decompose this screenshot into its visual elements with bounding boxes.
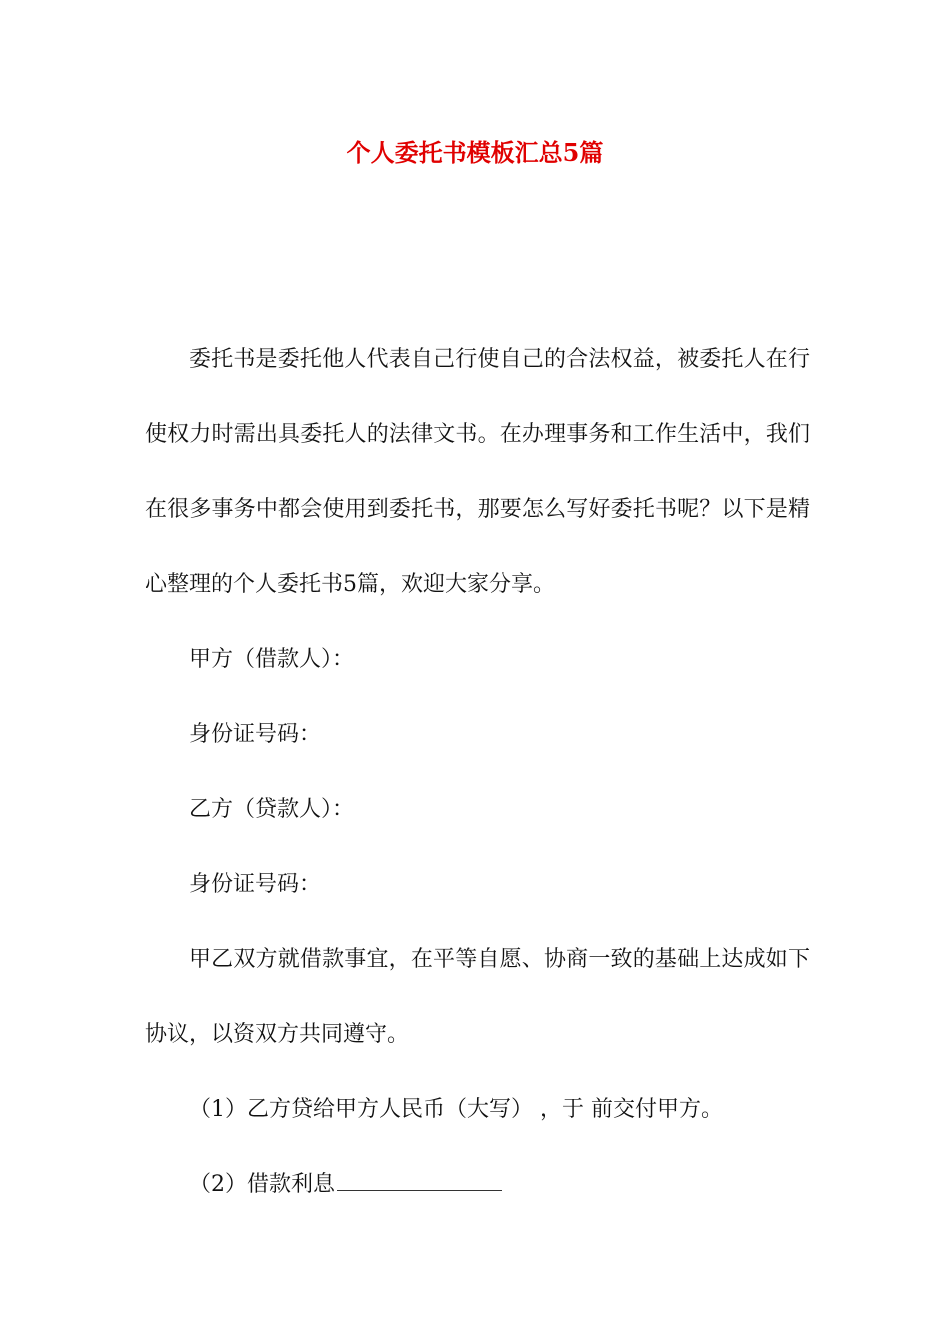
party-b-id-label: 身份证号码： <box>189 872 322 897</box>
clause-2-text: （2）借款利息 <box>189 1172 335 1197</box>
party-a-id-label: 身份证号码： <box>189 722 322 747</box>
clause-1: （1）乙方贷给甲方人民币（大写） ，于 前交付甲方。 <box>189 1097 723 1122</box>
clause-2 <box>145 1147 810 1222</box>
fill-in-blank <box>337 1168 502 1191</box>
party-a-label: 甲方（借款人）： <box>189 647 355 672</box>
document-title: 个人委托书模板汇总5篇 <box>346 138 604 167</box>
party-b-label: 乙方（贷款人）： <box>189 797 355 822</box>
intro-paragraph: 委托书是委托他人代表自己行使自己的合法权益，被委托人在行使权力时需出具委托人的法律文书。在办理事务和工作生活中，我们在很多事务中都会使用到委托书，那要怎么写好委托书呢？以下是精心整理的个人委托书5篇，欢迎大家分享。 <box>145 347 810 597</box>
document-body <box>145 322 810 1222</box>
agreement-paragraph: 甲乙双方就借款事宜，在平等自愿、协商一致的基础上达成如下协议，以资双方共同遵守。 <box>145 947 810 1047</box>
